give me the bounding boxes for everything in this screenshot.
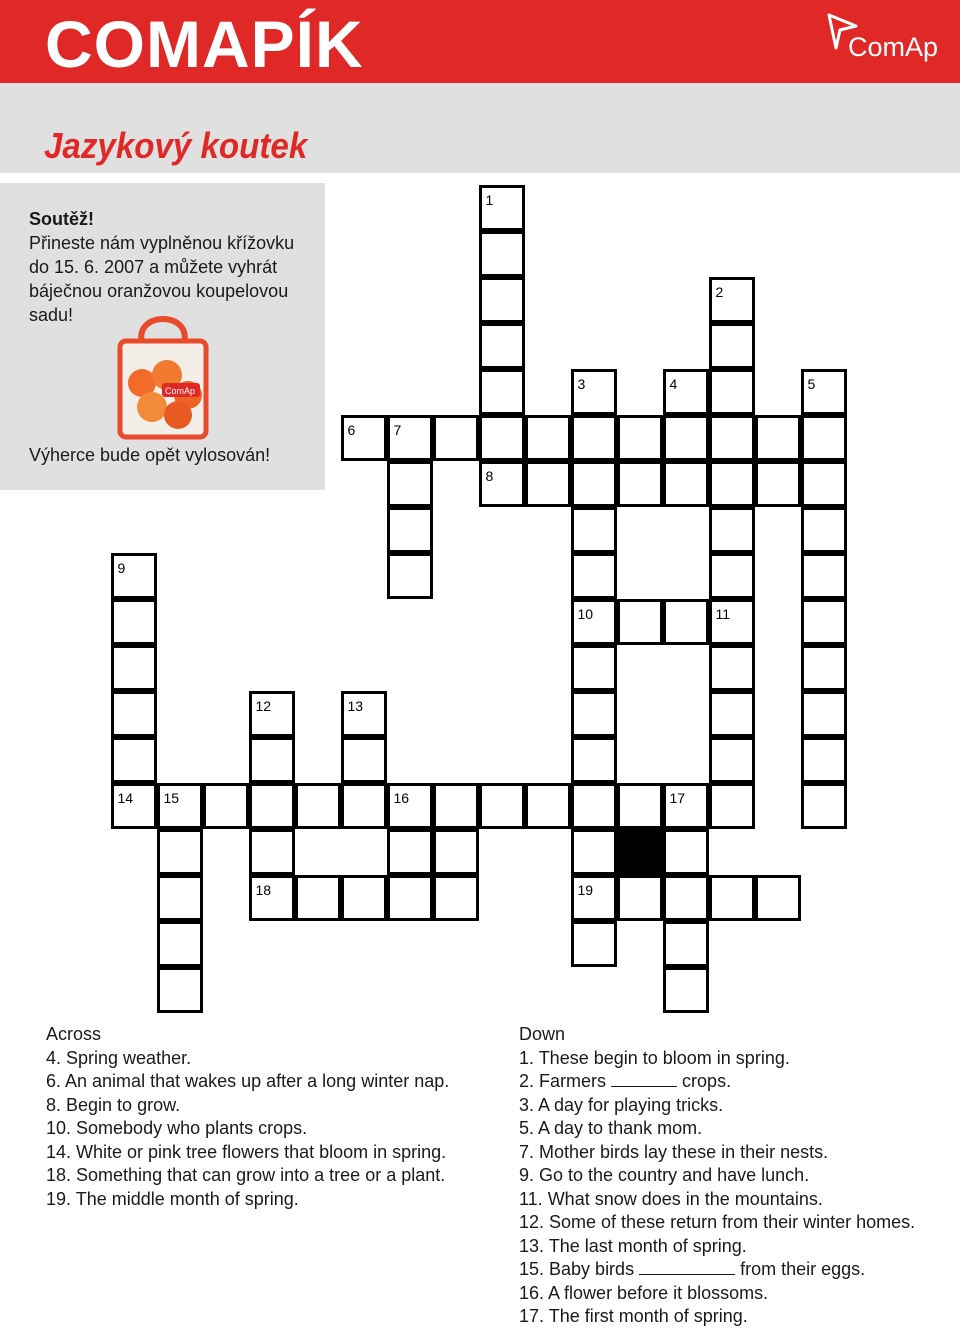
crossword-cell[interactable] bbox=[341, 737, 387, 783]
crossword-cell[interactable] bbox=[663, 599, 709, 645]
crossword-cell[interactable] bbox=[433, 783, 479, 829]
crossword-cell[interactable] bbox=[387, 783, 433, 829]
across-clue: 18. Something that can grow into a tree or a plant. bbox=[46, 1165, 446, 1185]
crossword-cell[interactable] bbox=[433, 415, 479, 461]
crossword-cell[interactable] bbox=[387, 415, 433, 461]
clue-number: 15 bbox=[163, 789, 180, 806]
crossword-cell[interactable] bbox=[801, 553, 847, 599]
crossword-cell[interactable] bbox=[709, 599, 755, 645]
crossword-cell[interactable] bbox=[663, 783, 709, 829]
crossword-cell[interactable] bbox=[617, 599, 663, 645]
across-clue: 14. White or pink tree flowers that bloom in spring. bbox=[46, 1141, 447, 1162]
crossword-cell[interactable] bbox=[801, 599, 847, 645]
down-clue: 11. What snow does in the mountains. bbox=[519, 1188, 823, 1209]
crossword-cell[interactable] bbox=[801, 737, 847, 783]
crossword-cell[interactable] bbox=[433, 829, 479, 875]
bath-set-bag-image bbox=[112, 303, 214, 443]
clue-number: 4 bbox=[669, 375, 678, 392]
across-clue: 10. Somebody who plants crops. bbox=[46, 1118, 308, 1138]
crossword-cell[interactable] bbox=[755, 461, 801, 507]
crossword-cell[interactable] bbox=[709, 415, 755, 461]
crossword-cell[interactable] bbox=[709, 461, 755, 507]
crossword-cell[interactable] bbox=[111, 691, 157, 737]
clue-number: 10 bbox=[577, 605, 594, 622]
crossword-cell[interactable] bbox=[341, 415, 387, 461]
crossword-cell[interactable] bbox=[801, 645, 847, 691]
down-clue-part: crops. bbox=[682, 1071, 732, 1091]
crossword-cell[interactable] bbox=[111, 599, 157, 645]
crossword-cell[interactable] bbox=[295, 783, 341, 829]
crossword-cell[interactable] bbox=[479, 461, 525, 507]
promo-heading: Soutěž! bbox=[29, 209, 94, 229]
comap-logo bbox=[822, 10, 942, 70]
crossword-cell[interactable] bbox=[387, 875, 433, 921]
subheader bbox=[0, 83, 960, 173]
crossword-cell[interactable] bbox=[479, 783, 525, 829]
clue-number: 5 bbox=[807, 375, 816, 392]
winner-text: Výherce bude opět vylosován! bbox=[29, 445, 271, 465]
down-clue: 13. The last month of spring. bbox=[519, 1235, 747, 1256]
across-heading: Across bbox=[46, 1024, 102, 1044]
crossword-cell[interactable] bbox=[571, 829, 617, 875]
crossword-cell[interactable] bbox=[571, 691, 617, 737]
crossword-cell[interactable] bbox=[433, 875, 479, 921]
crossword-cell[interactable] bbox=[801, 415, 847, 461]
section-title: Jazykový koutek bbox=[44, 125, 308, 166]
crossword-cell[interactable] bbox=[663, 921, 709, 967]
crossword-cell[interactable] bbox=[249, 737, 295, 783]
crossword-cell[interactable] bbox=[709, 369, 755, 415]
down-heading: Down bbox=[519, 1024, 566, 1044]
crossword-cell[interactable] bbox=[571, 921, 617, 967]
crossword-cell[interactable] bbox=[709, 277, 755, 323]
crossword-cell[interactable] bbox=[663, 369, 709, 415]
crossword-cell[interactable] bbox=[111, 553, 157, 599]
crossword-cell[interactable] bbox=[709, 553, 755, 599]
crossword-black-cell bbox=[617, 829, 663, 875]
promo-line: sadu! bbox=[29, 305, 74, 325]
down-clue: 17. The first month of spring. bbox=[519, 1306, 748, 1326]
promo-line: Přineste nám vyplněnou křížovku bbox=[29, 233, 295, 253]
crossword-cell[interactable] bbox=[111, 645, 157, 691]
crossword-cell[interactable] bbox=[617, 415, 663, 461]
clue-number: 8 bbox=[485, 467, 494, 484]
header-bar bbox=[0, 0, 960, 83]
down-clue-part: from their eggs. bbox=[740, 1259, 866, 1279]
clue-number: 11 bbox=[715, 605, 731, 622]
clue-number: 2 bbox=[715, 283, 724, 300]
clue-number: 7 bbox=[393, 421, 402, 438]
crossword-cell[interactable] bbox=[663, 461, 709, 507]
crossword-cell[interactable] bbox=[801, 461, 847, 507]
crossword-cell[interactable] bbox=[709, 323, 755, 369]
crossword-cell[interactable] bbox=[571, 645, 617, 691]
crossword-cell[interactable] bbox=[571, 875, 617, 921]
crossword-cell[interactable] bbox=[479, 277, 525, 323]
crossword-cell[interactable] bbox=[387, 553, 433, 599]
crossword-cell[interactable] bbox=[111, 737, 157, 783]
crossword-cell[interactable] bbox=[663, 967, 709, 1013]
clue-number: 6 bbox=[347, 421, 356, 438]
clue-number: 18 bbox=[255, 881, 272, 898]
clue-number: 16 bbox=[393, 789, 410, 806]
clue-number: 12 bbox=[255, 697, 272, 714]
clue-number: 14 bbox=[117, 789, 134, 806]
crossword-cell[interactable] bbox=[801, 783, 847, 829]
crossword-cell[interactable] bbox=[295, 875, 341, 921]
promo-line: do 15. 6. 2007 a můžete vyhrát bbox=[29, 257, 278, 277]
crossword-cell[interactable] bbox=[249, 691, 295, 737]
crossword-cell[interactable] bbox=[525, 415, 571, 461]
down-clue: 5. A day to thank mom. bbox=[519, 1118, 703, 1138]
crossword-cell[interactable] bbox=[709, 691, 755, 737]
clue-number: 3 bbox=[577, 375, 586, 392]
down-clue bbox=[519, 1258, 949, 1282]
across-clue: 4. Spring weather. bbox=[46, 1047, 192, 1068]
crossword-cell[interactable] bbox=[479, 231, 525, 277]
logo-text: ComAp bbox=[848, 32, 939, 62]
crossword-cell[interactable] bbox=[571, 369, 617, 415]
crossword-cell[interactable] bbox=[801, 369, 847, 415]
crossword-cell[interactable] bbox=[617, 783, 663, 829]
bag-logo-text: ComAp bbox=[165, 386, 196, 396]
answer-blank bbox=[639, 1261, 735, 1275]
crossword-cell[interactable] bbox=[663, 875, 709, 921]
crossword-cell[interactable] bbox=[387, 461, 433, 507]
crossword-cell[interactable] bbox=[571, 507, 617, 553]
crossword-cell[interactable] bbox=[479, 415, 525, 461]
crossword-cell[interactable] bbox=[525, 783, 571, 829]
crossword-cell[interactable] bbox=[709, 783, 755, 829]
crossword-cell[interactable] bbox=[571, 737, 617, 783]
down-clue: 16. A flower before it blossoms. bbox=[519, 1282, 769, 1303]
across-clue: 8. Begin to grow. bbox=[46, 1094, 181, 1115]
promo-box bbox=[0, 183, 325, 490]
clue-number: 9 bbox=[117, 559, 126, 576]
clue-number: 1 bbox=[485, 191, 494, 208]
crossword-cell[interactable] bbox=[571, 553, 617, 599]
brand-title: COMAPÍK bbox=[45, 7, 364, 81]
crossword-cell[interactable] bbox=[157, 829, 203, 875]
crossword-cell[interactable] bbox=[571, 783, 617, 829]
crossword-cell[interactable] bbox=[387, 829, 433, 875]
crossword-cell[interactable] bbox=[709, 737, 755, 783]
crossword-cell[interactable] bbox=[157, 783, 203, 829]
crossword-cell[interactable] bbox=[801, 691, 847, 737]
clue-number: 13 bbox=[347, 697, 364, 714]
across-clue: 19. The middle month of spring. bbox=[46, 1188, 299, 1209]
crossword-cell[interactable] bbox=[571, 461, 617, 507]
down-clue-part: 15. Baby birds bbox=[519, 1259, 635, 1279]
across-clue: 6. An animal that wakes up after a long winter nap. bbox=[46, 1071, 450, 1091]
crossword-cell[interactable] bbox=[617, 461, 663, 507]
answer-blank bbox=[611, 1073, 677, 1087]
down-clue: 7. Mother birds lay these in their nests. bbox=[519, 1141, 829, 1162]
down-clues bbox=[519, 1023, 949, 1329]
crossword-cell[interactable] bbox=[203, 783, 249, 829]
crossword-cell[interactable] bbox=[571, 599, 617, 645]
crossword-cell[interactable] bbox=[663, 829, 709, 875]
crossword-cell[interactable] bbox=[755, 415, 801, 461]
down-clue: 12. Some of these return from their winter homes. bbox=[519, 1212, 916, 1232]
crossword-cell[interactable] bbox=[571, 415, 617, 461]
crossword-cell[interactable] bbox=[157, 875, 203, 921]
crossword-cell[interactable] bbox=[387, 507, 433, 553]
down-clue-part: 2. Farmers bbox=[519, 1071, 607, 1091]
down-clue: 1. These begin to bloom in spring. bbox=[519, 1047, 790, 1068]
crossword-cell[interactable] bbox=[479, 323, 525, 369]
down-clue: 3. A day for playing tricks. bbox=[519, 1094, 724, 1115]
clue-number: 17 bbox=[669, 789, 686, 806]
clue-number: 19 bbox=[577, 881, 594, 898]
crossword-cell[interactable] bbox=[249, 829, 295, 875]
crossword-cell[interactable] bbox=[111, 783, 157, 829]
crossword-cell[interactable] bbox=[801, 507, 847, 553]
crossword-cell[interactable] bbox=[663, 415, 709, 461]
crossword-cell[interactable] bbox=[249, 875, 295, 921]
crossword-cell[interactable] bbox=[709, 507, 755, 553]
crossword-cell[interactable] bbox=[479, 185, 525, 231]
across-clues bbox=[46, 1023, 486, 1211]
crossword-cell[interactable] bbox=[157, 967, 203, 1013]
crossword-cell[interactable] bbox=[709, 645, 755, 691]
crossword-cell[interactable] bbox=[157, 921, 203, 967]
crossword-cell[interactable] bbox=[249, 783, 295, 829]
crossword-cell[interactable] bbox=[709, 875, 755, 921]
crossword-cell[interactable] bbox=[755, 875, 801, 921]
crossword-cell[interactable] bbox=[525, 461, 571, 507]
crossword-cell[interactable] bbox=[479, 369, 525, 415]
crossword-cell[interactable] bbox=[341, 691, 387, 737]
crossword-cell[interactable] bbox=[341, 875, 387, 921]
crossword-cell[interactable] bbox=[341, 783, 387, 829]
crossword-cell[interactable] bbox=[617, 875, 663, 921]
down-clue bbox=[519, 1070, 949, 1094]
down-clue: 9. Go to the country and have lunch. bbox=[519, 1165, 810, 1185]
promo-line: báječnou oranžovou koupelovou bbox=[29, 281, 289, 301]
